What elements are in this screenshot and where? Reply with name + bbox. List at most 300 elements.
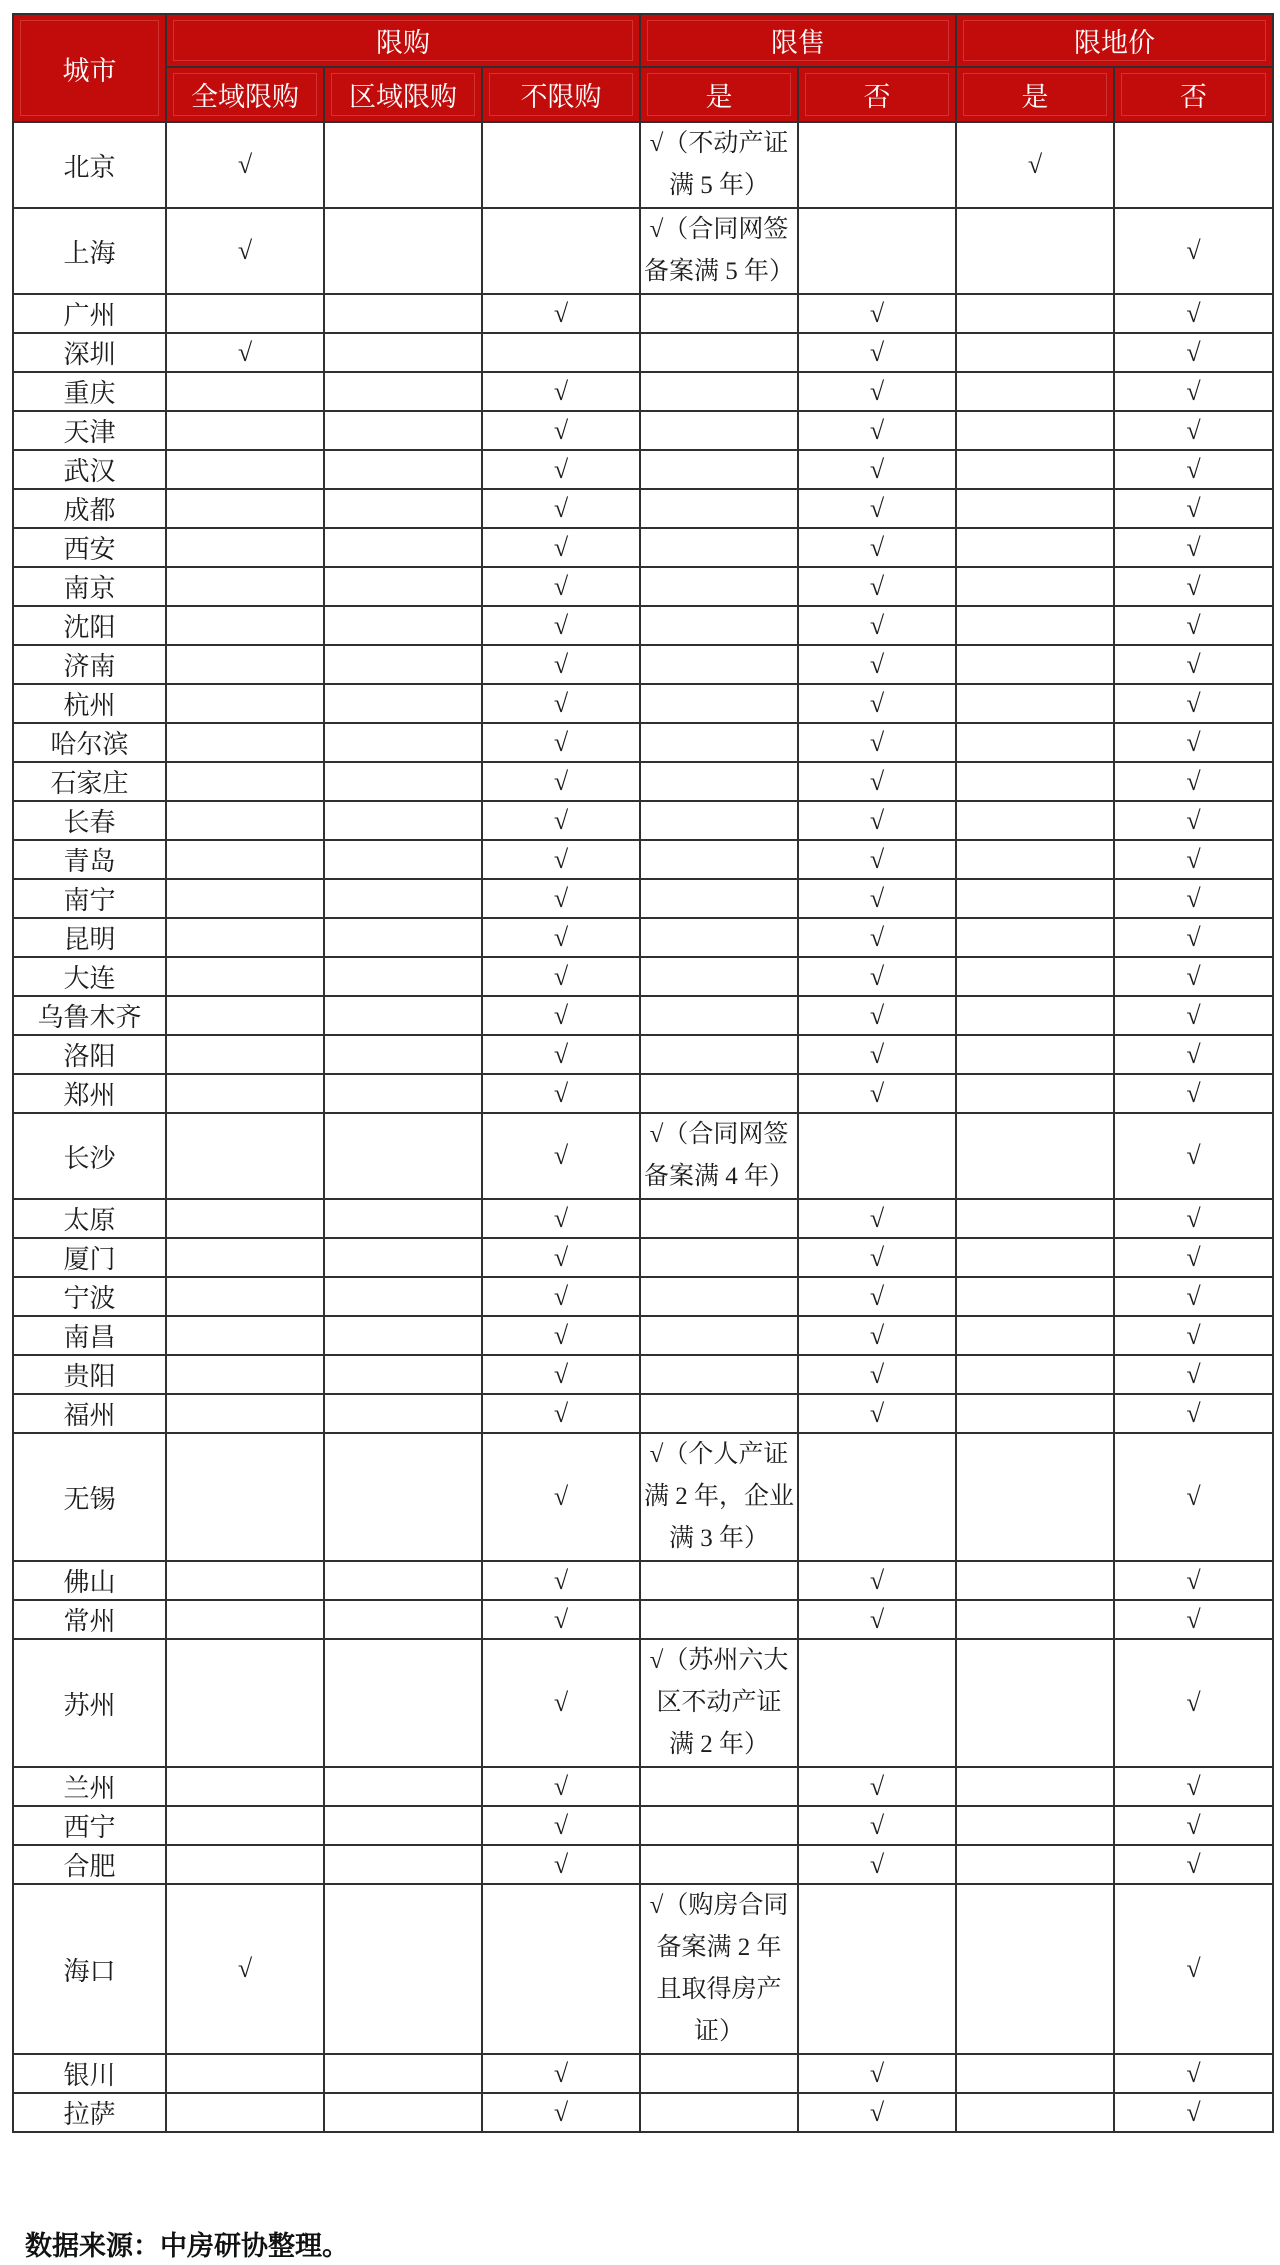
check-cell: √	[1114, 208, 1273, 294]
table-row	[13, 801, 1273, 840]
check-cell: √	[482, 2093, 640, 2132]
empty-cell	[640, 879, 798, 918]
check-cell: √	[798, 723, 956, 762]
header-xiandijia-yes: 是	[956, 67, 1114, 122]
empty-cell	[166, 294, 324, 333]
check-cell: √	[1114, 489, 1273, 528]
table-row	[13, 1561, 1273, 1600]
empty-cell	[166, 372, 324, 411]
check-cell: √	[482, 1561, 640, 1600]
header-group-xiangou: 限购	[166, 14, 640, 67]
empty-cell	[640, 1845, 798, 1884]
table-row	[13, 762, 1273, 801]
table-row	[13, 1113, 1273, 1199]
empty-cell	[640, 840, 798, 879]
check-cell: √	[1114, 801, 1273, 840]
empty-cell	[640, 1394, 798, 1433]
city-cell: 太原	[13, 1199, 166, 1238]
check-cell: √	[482, 996, 640, 1035]
city-cell: 重庆	[13, 372, 166, 411]
city-cell: 南昌	[13, 1316, 166, 1355]
city-cell: 昆明	[13, 918, 166, 957]
empty-cell	[956, 528, 1114, 567]
check-cell: √	[1114, 411, 1273, 450]
check-cell: √	[482, 1639, 640, 1767]
city-cell: 广州	[13, 294, 166, 333]
note-line: 且取得房产	[656, 1976, 782, 2003]
empty-cell	[324, 606, 482, 645]
empty-cell	[166, 801, 324, 840]
check-cell: √	[1114, 2093, 1273, 2132]
empty-cell	[640, 1600, 798, 1639]
table-row	[13, 1316, 1273, 1355]
empty-cell	[324, 1355, 482, 1394]
table-row	[13, 1238, 1273, 1277]
check-cell: √	[1114, 1806, 1273, 1845]
table-row	[13, 1767, 1273, 1806]
empty-cell	[640, 1767, 798, 1806]
empty-cell	[956, 294, 1114, 333]
city-cell: 无锡	[13, 1433, 166, 1561]
check-cell: √	[482, 1113, 640, 1199]
check-cell: √	[482, 1845, 640, 1884]
city-cell: 北京	[13, 122, 166, 208]
city-cell: 南京	[13, 567, 166, 606]
empty-cell	[798, 1113, 956, 1199]
header-bu-xiangou: 不限购	[482, 67, 640, 122]
empty-cell	[640, 684, 798, 723]
check-cell: √	[482, 1806, 640, 1845]
empty-cell	[956, 1035, 1114, 1074]
check-cell: √	[798, 957, 956, 996]
empty-cell	[324, 528, 482, 567]
empty-cell	[640, 294, 798, 333]
empty-cell	[166, 996, 324, 1035]
check-cell: √	[798, 1561, 956, 1600]
empty-cell	[324, 1767, 482, 1806]
check-cell: √	[798, 2054, 956, 2093]
empty-cell	[166, 1277, 324, 1316]
check-cell: √	[1114, 1238, 1273, 1277]
header-quyu-xiangou: 区域限购	[324, 67, 482, 122]
empty-cell	[324, 567, 482, 606]
table-row	[13, 1845, 1273, 1884]
empty-cell	[166, 1806, 324, 1845]
empty-cell	[324, 879, 482, 918]
empty-cell	[166, 606, 324, 645]
empty-cell	[324, 1845, 482, 1884]
empty-cell	[956, 879, 1114, 918]
empty-cell	[956, 208, 1114, 294]
check-cell: √	[798, 1316, 956, 1355]
empty-cell	[324, 208, 482, 294]
empty-cell	[324, 1074, 482, 1113]
empty-cell	[166, 1199, 324, 1238]
check-cell: √	[482, 1600, 640, 1639]
note-line: 备案满 2 年	[656, 1934, 782, 1961]
empty-cell	[956, 801, 1114, 840]
check-cell: √	[482, 840, 640, 879]
check-cell: √	[1114, 1884, 1273, 2054]
empty-cell	[956, 1884, 1114, 2054]
check-cell: √	[798, 1806, 956, 1845]
check-cell: √	[482, 372, 640, 411]
city-cell: 成都	[13, 489, 166, 528]
check-cell: √	[1114, 1355, 1273, 1394]
check-cell: √	[482, 1199, 640, 1238]
empty-cell	[640, 489, 798, 528]
empty-cell	[956, 567, 1114, 606]
check-cell: √	[798, 1355, 956, 1394]
empty-cell	[956, 1767, 1114, 1806]
city-cell: 杭州	[13, 684, 166, 723]
empty-cell	[324, 1433, 482, 1561]
empty-cell	[324, 1600, 482, 1639]
header-xiandijia-no: 否	[1114, 67, 1273, 122]
empty-cell	[166, 411, 324, 450]
empty-cell	[956, 762, 1114, 801]
note-cell	[640, 122, 798, 208]
check-cell: √	[1114, 450, 1273, 489]
table-row	[13, 411, 1273, 450]
empty-cell	[640, 918, 798, 957]
empty-cell	[956, 1199, 1114, 1238]
check-cell: √	[482, 918, 640, 957]
empty-cell	[324, 801, 482, 840]
table-row	[13, 1277, 1273, 1316]
empty-cell	[640, 723, 798, 762]
check-cell: √	[482, 879, 640, 918]
check-cell: √	[1114, 996, 1273, 1035]
empty-cell	[640, 2054, 798, 2093]
empty-cell	[798, 1884, 956, 2054]
city-cell: 济南	[13, 645, 166, 684]
check-cell: √	[798, 294, 956, 333]
check-cell: √	[798, 645, 956, 684]
note-line: √（个人产证	[649, 1441, 789, 1468]
city-cell: 福州	[13, 1394, 166, 1433]
city-cell: 贵阳	[13, 1355, 166, 1394]
check-cell: √	[482, 1277, 640, 1316]
empty-cell	[324, 1394, 482, 1433]
check-cell: √	[1114, 1600, 1273, 1639]
check-cell: √	[1114, 606, 1273, 645]
city-cell: 西宁	[13, 1806, 166, 1845]
empty-cell	[640, 528, 798, 567]
check-cell: √	[956, 122, 1114, 208]
check-cell: √	[482, 762, 640, 801]
note-cell	[640, 1433, 798, 1561]
empty-cell	[166, 450, 324, 489]
note-line: 备案满 4 年）	[644, 1163, 795, 1190]
check-cell: √	[798, 372, 956, 411]
check-cell: √	[798, 567, 956, 606]
empty-cell	[166, 1433, 324, 1561]
empty-cell	[324, 489, 482, 528]
city-cell: 佛山	[13, 1561, 166, 1600]
check-cell: √	[798, 489, 956, 528]
check-cell: √	[482, 645, 640, 684]
check-cell: √	[798, 1199, 956, 1238]
empty-cell	[166, 1355, 324, 1394]
empty-cell	[956, 1074, 1114, 1113]
note-line: √（不动产证	[649, 130, 789, 157]
check-cell: √	[1114, 1035, 1273, 1074]
table-row	[13, 1355, 1273, 1394]
note-line: √（购房合同	[649, 1892, 789, 1919]
empty-cell	[640, 1355, 798, 1394]
empty-cell	[324, 1199, 482, 1238]
check-cell: √	[1114, 879, 1273, 918]
check-cell: √	[798, 2093, 956, 2132]
check-cell: √	[798, 606, 956, 645]
empty-cell	[640, 1074, 798, 1113]
check-cell: √	[798, 1238, 956, 1277]
empty-cell	[166, 957, 324, 996]
empty-cell	[324, 684, 482, 723]
table-row	[13, 2054, 1273, 2093]
city-cell: 西安	[13, 528, 166, 567]
empty-cell	[640, 1561, 798, 1600]
city-cell: 郑州	[13, 1074, 166, 1113]
table-row	[13, 645, 1273, 684]
empty-cell	[324, 723, 482, 762]
city-cell: 银川	[13, 2054, 166, 2093]
empty-cell	[956, 1238, 1114, 1277]
empty-cell	[166, 1113, 324, 1199]
city-cell: 青岛	[13, 840, 166, 879]
empty-cell	[956, 1113, 1114, 1199]
empty-cell	[640, 762, 798, 801]
empty-cell	[166, 840, 324, 879]
check-cell: √	[482, 528, 640, 567]
empty-cell	[798, 208, 956, 294]
city-cell: 合肥	[13, 1845, 166, 1884]
note-line: √（合同网签	[649, 216, 789, 243]
check-cell: √	[482, 1767, 640, 1806]
empty-cell	[956, 1639, 1114, 1767]
table-row	[13, 957, 1273, 996]
check-cell: √	[798, 918, 956, 957]
check-cell: √	[798, 762, 956, 801]
empty-cell	[956, 333, 1114, 372]
empty-cell	[956, 1394, 1114, 1433]
empty-cell	[956, 918, 1114, 957]
empty-cell	[640, 1035, 798, 1074]
empty-cell	[956, 684, 1114, 723]
table-row	[13, 528, 1273, 567]
empty-cell	[640, 801, 798, 840]
table-row	[13, 996, 1273, 1035]
empty-cell	[166, 1316, 324, 1355]
empty-cell	[798, 122, 956, 208]
check-cell: √	[1114, 1113, 1273, 1199]
table-row	[13, 1035, 1273, 1074]
empty-cell	[640, 411, 798, 450]
note-cell	[640, 1884, 798, 2054]
empty-cell	[640, 372, 798, 411]
header-sub-row	[13, 67, 1273, 122]
empty-cell	[324, 918, 482, 957]
check-cell: √	[482, 2054, 640, 2093]
empty-cell	[956, 957, 1114, 996]
check-cell: √	[482, 489, 640, 528]
table-row	[13, 684, 1273, 723]
empty-cell	[956, 1806, 1114, 1845]
check-cell: √	[798, 1394, 956, 1433]
note-line: √（合同网签	[649, 1121, 789, 1148]
table-body	[13, 122, 1273, 2132]
empty-cell	[1114, 122, 1273, 208]
check-cell: √	[798, 1767, 956, 1806]
table-row	[13, 1433, 1273, 1561]
note-line: 满 2 年，企业	[644, 1483, 795, 1510]
empty-cell	[640, 567, 798, 606]
check-cell: √	[798, 840, 956, 879]
empty-cell	[482, 208, 640, 294]
empty-cell	[324, 450, 482, 489]
empty-cell	[956, 606, 1114, 645]
note-line: 满 2 年）	[669, 1731, 770, 1758]
header-quanyu-xiangou: 全域限购	[166, 67, 324, 122]
header-city: 城市	[13, 14, 166, 122]
table-row	[13, 606, 1273, 645]
empty-cell	[640, 333, 798, 372]
header-xianshou-yes: 是	[640, 67, 798, 122]
empty-cell	[956, 1845, 1114, 1884]
check-cell: √	[482, 1433, 640, 1561]
city-cell: 苏州	[13, 1639, 166, 1767]
empty-cell	[956, 840, 1114, 879]
empty-cell	[166, 489, 324, 528]
table-row	[13, 1199, 1273, 1238]
note-line: 满 3 年）	[669, 1525, 770, 1552]
empty-cell	[324, 1238, 482, 1277]
table-row	[13, 879, 1273, 918]
empty-cell	[956, 1561, 1114, 1600]
city-cell: 石家庄	[13, 762, 166, 801]
empty-cell	[324, 840, 482, 879]
empty-cell	[324, 996, 482, 1035]
check-cell: √	[1114, 723, 1273, 762]
empty-cell	[956, 2093, 1114, 2132]
table-row	[13, 723, 1273, 762]
note-line: 区不动产证	[656, 1689, 782, 1716]
empty-cell	[166, 2054, 324, 2093]
note-cell	[640, 1639, 798, 1767]
city-cell: 乌鲁木齐	[13, 996, 166, 1035]
empty-cell	[482, 333, 640, 372]
city-cell: 哈尔滨	[13, 723, 166, 762]
table-row	[13, 840, 1273, 879]
empty-cell	[324, 1639, 482, 1767]
check-cell: √	[798, 450, 956, 489]
check-cell: √	[1114, 528, 1273, 567]
empty-cell	[166, 684, 324, 723]
check-cell: √	[166, 122, 324, 208]
note-cell	[640, 208, 798, 294]
check-cell: √	[166, 208, 324, 294]
check-cell: √	[166, 333, 324, 372]
check-cell: √	[482, 1074, 640, 1113]
table-row	[13, 1600, 1273, 1639]
table-row	[13, 372, 1273, 411]
city-cell: 天津	[13, 411, 166, 450]
check-cell: √	[166, 1884, 324, 2054]
check-cell: √	[1114, 957, 1273, 996]
check-cell: √	[798, 684, 956, 723]
check-cell: √	[482, 411, 640, 450]
check-cell: √	[1114, 1394, 1273, 1433]
check-cell: √	[1114, 840, 1273, 879]
table-row	[13, 918, 1273, 957]
check-cell: √	[482, 450, 640, 489]
table-row	[13, 1074, 1273, 1113]
empty-cell	[956, 450, 1114, 489]
empty-cell	[956, 1316, 1114, 1355]
city-cell: 拉萨	[13, 2093, 166, 2132]
data-source-note: 数据来源：中房研协整理。	[25, 2231, 349, 2261]
check-cell: √	[798, 996, 956, 1035]
empty-cell	[166, 1600, 324, 1639]
empty-cell	[166, 762, 324, 801]
note-line: 备案满 5 年）	[644, 258, 795, 285]
check-cell: √	[482, 801, 640, 840]
table-row	[13, 489, 1273, 528]
empty-cell	[166, 723, 324, 762]
table-row	[13, 294, 1273, 333]
table-row	[13, 333, 1273, 372]
empty-cell	[324, 1316, 482, 1355]
empty-cell	[324, 1113, 482, 1199]
table-row	[13, 1639, 1273, 1767]
check-cell: √	[1114, 684, 1273, 723]
empty-cell	[324, 957, 482, 996]
check-cell: √	[1114, 567, 1273, 606]
city-cell: 兰州	[13, 1767, 166, 1806]
header-group-xiandijia: 限地价	[956, 14, 1273, 67]
empty-cell	[956, 489, 1114, 528]
city-cell: 长沙	[13, 1113, 166, 1199]
empty-cell	[166, 1845, 324, 1884]
empty-cell	[166, 879, 324, 918]
empty-cell	[324, 1884, 482, 2054]
empty-cell	[324, 1806, 482, 1845]
empty-cell	[956, 1277, 1114, 1316]
empty-cell	[640, 606, 798, 645]
check-cell: √	[482, 294, 640, 333]
empty-cell	[640, 645, 798, 684]
empty-cell	[640, 996, 798, 1035]
city-cell: 长春	[13, 801, 166, 840]
empty-cell	[324, 762, 482, 801]
table-header	[13, 14, 1273, 122]
city-cell: 大连	[13, 957, 166, 996]
empty-cell	[166, 1639, 324, 1767]
check-cell: √	[798, 1277, 956, 1316]
header-group-xianshou: 限售	[640, 14, 956, 67]
check-cell: √	[1114, 333, 1273, 372]
check-cell: √	[798, 1035, 956, 1074]
empty-cell	[324, 411, 482, 450]
check-cell: √	[798, 801, 956, 840]
city-cell: 南宁	[13, 879, 166, 918]
check-cell: √	[482, 1316, 640, 1355]
empty-cell	[166, 567, 324, 606]
city-cell: 深圳	[13, 333, 166, 372]
empty-cell	[166, 1035, 324, 1074]
check-cell: √	[798, 1600, 956, 1639]
